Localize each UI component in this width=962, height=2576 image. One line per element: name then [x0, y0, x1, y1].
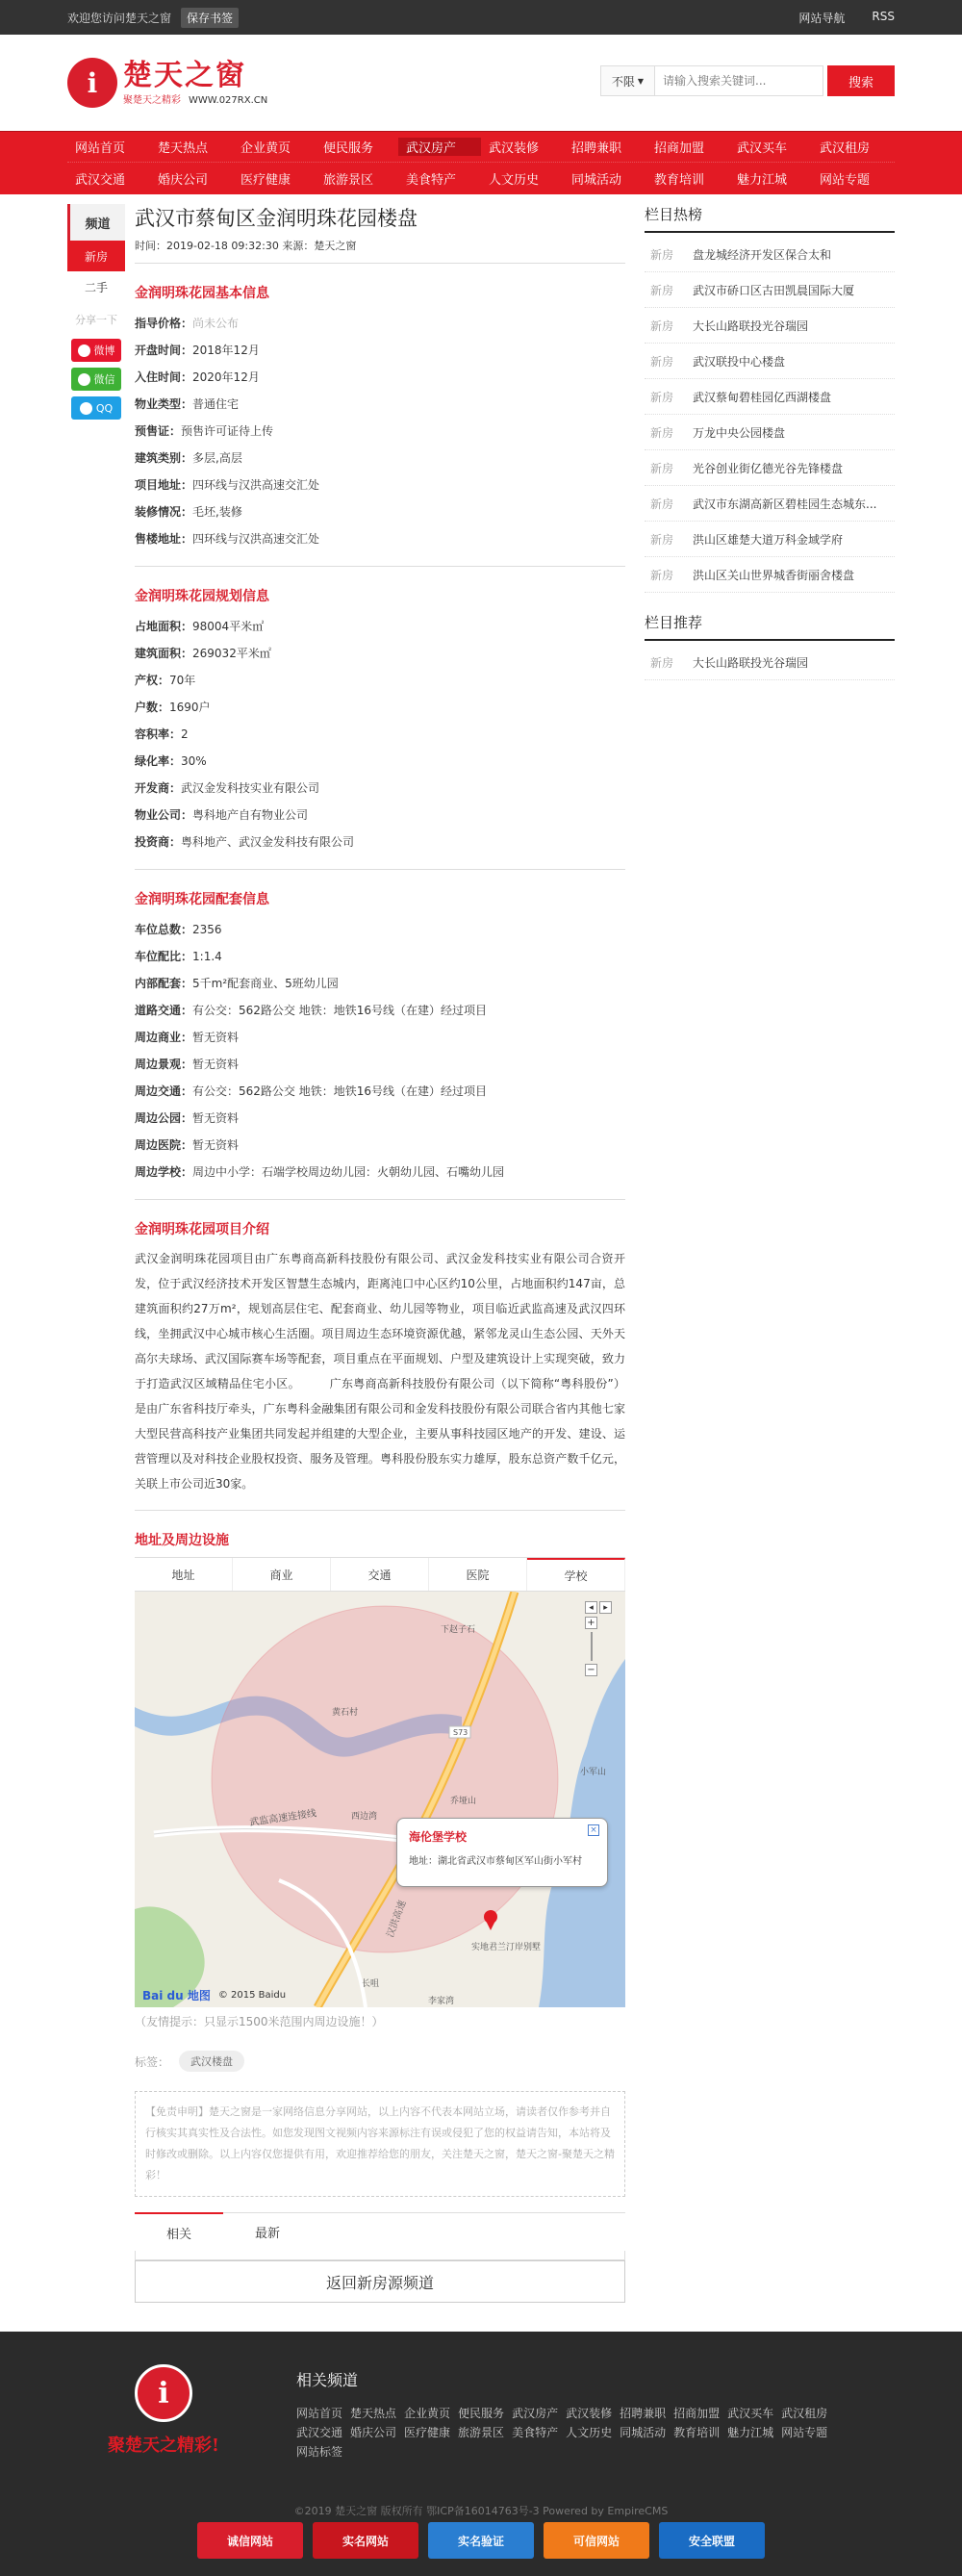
info-key: 物业类型： — [135, 397, 193, 411]
share-title: 分享一下 — [75, 314, 117, 326]
nav-item[interactable]: 旅游景区 — [323, 172, 374, 188]
list-item-title: 大长山路联投光谷瑞园 — [693, 655, 809, 670]
list-item-category: 新房 — [650, 354, 674, 369]
info-row — [135, 1051, 625, 1078]
logo-name: 楚天之窗 — [123, 58, 246, 92]
channel-item-new-house[interactable]: 新房 — [67, 241, 125, 271]
trust-badge[interactable]: 实名网站 — [313, 2522, 418, 2559]
footer-link[interactable]: 武汉交通 — [296, 2426, 343, 2439]
disclaimer: 【免责申明】楚天之窗是一家网络信息分享网站，以上内容不代表本网站立场，请读者仅作参考并自行核实其真实性及合法性。如您发现图文视频内容来源标注有误或侵犯了您的权益请告知，本站将及时修改或删除。以上内容仅您提供有用，欢迎推荐给您的朋友，关注楚天之窗，楚天之窗-聚楚天之精彩！ — [135, 2091, 625, 2197]
info-value: 四环线与汉洪高速交汇处 — [192, 532, 320, 546]
section-title: 金润明珠花园项目介绍 — [135, 1222, 269, 1237]
list-item-category: 新房 — [650, 461, 674, 475]
info-value: 有公交：562路公交 地铁：地铁16号线（在建）经过项目 — [192, 1084, 488, 1098]
share-weibo-button[interactable]: 微博 — [71, 339, 121, 362]
info-value: 暂无资料 — [192, 1058, 240, 1071]
info-value: 有公交：562路公交 地铁：地铁16号线（在建）经过项目 — [192, 1004, 488, 1017]
wechat-icon — [78, 373, 90, 386]
footer-link[interactable]: 楚天热点 — [350, 2407, 397, 2420]
channel-item-second-hand[interactable]: 二手 — [84, 280, 108, 294]
list-item-title: 光谷创业街亿德光谷先锋楼盘 — [693, 461, 844, 475]
info-key: 项目地址： — [135, 478, 193, 492]
info-key: 周边商业： — [135, 1031, 193, 1044]
list-item[interactable] — [645, 645, 895, 680]
info-value: 武汉金发科技实业有限公司 — [181, 781, 320, 795]
footer-link[interactable]: 武汉租房 — [781, 2407, 828, 2420]
info-key: 周边公园： — [135, 1111, 193, 1125]
info-row — [135, 418, 625, 445]
list-item[interactable] — [645, 557, 895, 593]
nav-item[interactable]: 企业黄页 — [240, 141, 291, 156]
nav-item[interactable]: 美食特产 — [406, 172, 457, 188]
nav-item[interactable]: 招聘兼职 — [571, 141, 622, 156]
nav-item[interactable]: 武汉买车 — [737, 141, 788, 156]
intro-section — [135, 1219, 625, 1511]
footer-link[interactable]: 同城活动 — [620, 2426, 667, 2439]
footer-link[interactable]: 美食特产 — [512, 2426, 559, 2439]
list-item-title: 武汉蔡甸碧桂园亿西湖楼盘 — [693, 390, 832, 404]
back-to-channel-button[interactable]: 返回新房源频道 — [135, 2260, 625, 2303]
map-label: 乔垭山 — [450, 1797, 477, 1806]
map-label: 西边湾 — [351, 1812, 378, 1822]
tab-related[interactable]: 相关 — [135, 2212, 223, 2251]
info-value: 尚未公布 — [192, 317, 240, 330]
info-key: 入住时间： — [135, 370, 193, 384]
list-item[interactable] — [645, 522, 895, 557]
list-item-category: 新房 — [650, 568, 674, 582]
info-value: 269032平米㎡ — [192, 647, 271, 660]
info-row — [135, 640, 625, 667]
footer-link[interactable]: 招聘兼职 — [620, 2407, 667, 2420]
info-key: 车位配比： — [135, 950, 193, 963]
footer-channels-title: 相关频道 — [296, 2371, 359, 2389]
list-item-title: 武汉市东湖高新区碧桂园生态城东... — [693, 497, 877, 511]
footer-link[interactable]: 人文历史 — [566, 2426, 613, 2439]
info-key: 周边医院： — [135, 1138, 193, 1152]
info-value: 98004平米㎡ — [192, 620, 265, 633]
qq-icon — [80, 402, 92, 415]
trust-badge[interactable]: 可信网站 — [544, 2522, 649, 2559]
info-row — [135, 391, 625, 418]
nav-item[interactable]: 婚庆公司 — [158, 172, 209, 188]
list-item[interactable] — [645, 344, 895, 379]
nav-item[interactable]: 武汉装修 — [489, 141, 540, 156]
logo-domain: WWW.027RX.CN — [189, 94, 268, 106]
footer-link[interactable]: 武汉买车 — [727, 2407, 774, 2420]
map-note: （友情提示：只显示1500米范围内周边设施！） — [135, 2015, 384, 2028]
map-label: 长咀 — [362, 1979, 380, 1989]
footer-link[interactable]: 武汉房产 — [512, 2407, 559, 2420]
weibo-icon — [78, 344, 90, 357]
map-label: 汉洪高速 — [385, 1899, 409, 1940]
info-key: 内部配套： — [135, 977, 193, 990]
map-tab[interactable]: 地址 — [135, 1558, 233, 1591]
footer — [0, 2332, 962, 2576]
zoom-slider[interactable] — [591, 1632, 593, 1661]
info-key: 装修情况： — [135, 505, 193, 519]
info-row — [135, 802, 625, 829]
info-value: 四环线与汉洪高速交汇处 — [192, 478, 320, 492]
intro-text: 武汉金润明珠花园项目由广东粤商高新科技股份有限公司、武汉金发科技实业有限公司合资开发，位于武汉经济技术开发区智慧生态城内，距离沌口中心区约10公里，占地面积约147亩，总建筑面积约27万m²，规划高层住宅、配套商业、幼儿园等物业，项目临近武监高速及武汉四环线，坐拥武汉中心城市核心生活圈。项目周边生态环境资源优越，紧邻龙灵山生态公园、天外天高尔夫球场、武汉国际赛车场等配套，项目重点在平面规划、户型及建筑设计上实现突破，致力于打造武汉区域精品住宅小区。 广东粤商高新科技股份有限公司（以下简称“粤科股份”）是由广东省科技厅牵头，广东粤科金融集团有限公司和金发科技股份有限公司联合省内其他七家大型民营高科技产业集团共同发起并组建的大型企业，主要从事科技园区地产的开发、建设、运营管理以及对科技企业股权投资、服务及管理。粤科股份股东实力雄厚，股东总资产数千亿元，关联上市公司近30家。 — [135, 1252, 625, 1491]
info-value: 暂无资料 — [192, 1031, 240, 1044]
info-row — [135, 694, 625, 721]
trust-badge[interactable]: 诚信网站 — [197, 2522, 303, 2559]
map-copyright: © 2015 Baidu — [217, 1990, 287, 2001]
map-label: 下赵子石 — [441, 1625, 476, 1635]
info-row — [135, 613, 625, 640]
info-key: 车位总数： — [135, 923, 193, 936]
info-key: 建筑类别： — [135, 451, 193, 465]
popup-address: 地址：湖北省武汉市蔡甸区军山街小军村 — [409, 1856, 582, 1867]
info-row — [135, 364, 625, 391]
info-value: 多层,高层 — [192, 451, 242, 465]
footer-links — [296, 2404, 873, 2461]
list-item[interactable] — [645, 450, 895, 486]
map-label: 小军山 — [580, 1768, 607, 1777]
logo-mark: i — [67, 58, 117, 108]
footer-link[interactable]: 婚庆公司 — [350, 2426, 397, 2439]
footer-link[interactable]: 医疗健康 — [404, 2426, 451, 2439]
info-value: 粤科地产、武汉金发科技有限公司 — [181, 835, 355, 849]
nav-item[interactable]: 人文历史 — [489, 172, 540, 188]
footer-link[interactable]: 网站专题 — [781, 2426, 828, 2439]
footer-link[interactable]: 招商加盟 — [673, 2407, 721, 2420]
trust-badge[interactable]: 实名验证 — [428, 2522, 534, 2559]
info-key: 产权： — [135, 674, 170, 687]
map-view[interactable] — [135, 1592, 625, 2007]
trust-badges — [67, 2522, 895, 2559]
list-item-category: 新房 — [650, 497, 674, 511]
right-sidebar — [645, 204, 895, 2303]
info-value: 1:1.4 — [192, 950, 222, 963]
channel-title: 频道 — [67, 204, 125, 241]
nav-item[interactable]: 医疗健康 — [240, 172, 291, 188]
info-row — [135, 1024, 625, 1051]
info-key: 容积率： — [135, 727, 182, 741]
list-item[interactable] — [645, 379, 895, 415]
nav-item[interactable]: 魅力江城 — [737, 172, 788, 188]
info-value: 30% — [181, 754, 207, 768]
hot-list-title: 栏目热榜 — [645, 204, 895, 233]
search-bar — [600, 65, 895, 96]
pan-left-icon[interactable]: ◂ — [585, 1601, 597, 1614]
info-value: 暂无资料 — [192, 1111, 240, 1125]
info-value: 暂无资料 — [192, 1138, 240, 1152]
info-value: 普通住宅 — [192, 397, 240, 411]
info-key: 指导价格： — [135, 317, 193, 330]
baidu-map-logo: Bai du 地图 — [142, 1989, 211, 2002]
info-value: 毛坯,装修 — [192, 505, 242, 519]
tag-link[interactable]: 武汉楼盘 — [179, 2051, 244, 2072]
nav-item[interactable]: 武汉交通 — [75, 172, 126, 188]
article-title: 武汉市蔡甸区金润明珠花园楼盘 — [135, 207, 418, 230]
search-scope-select[interactable]: 不限 ▼ — [600, 65, 654, 96]
info-row — [135, 525, 625, 552]
info-key: 周边学校： — [135, 1165, 193, 1179]
article — [135, 204, 625, 2303]
info-key: 占地面积： — [135, 620, 193, 633]
bookmark-button[interactable]: 保存书签 — [181, 8, 239, 28]
trust-badge[interactable]: 安全联盟 — [659, 2522, 765, 2559]
info-key: 周边交通： — [135, 1084, 193, 1098]
info-row — [135, 1132, 625, 1159]
footer-link[interactable]: 便民服务 — [458, 2407, 505, 2420]
zoom-in-icon[interactable]: + — [585, 1617, 597, 1629]
info-value: 2020年12月 — [192, 370, 260, 384]
list-item-category: 新房 — [650, 283, 674, 297]
map-tab[interactable]: 商业 — [233, 1558, 331, 1591]
tab-latest[interactable]: 最新 — [254, 2227, 280, 2241]
info-value: 2356 — [192, 923, 222, 936]
info-row — [135, 1078, 625, 1105]
welcome-text: 欢迎您访问楚天之窗 — [67, 11, 172, 25]
list-item-title: 洪山区雄楚大道万科金域学府 — [693, 532, 844, 547]
info-row — [135, 667, 625, 694]
info-row — [135, 775, 625, 802]
related-list — [135, 2251, 625, 2260]
copyright: ©2019 楚天之窗 版权所有 鄂ICP备16014763号-3 Powered by EmpireCMS — [293, 2505, 669, 2517]
header — [67, 35, 895, 131]
main-nav — [0, 131, 962, 194]
info-row — [135, 445, 625, 472]
footer-link[interactable]: 魅力江城 — [727, 2426, 774, 2439]
search-button[interactable]: 搜索 — [827, 65, 895, 96]
chevron-down-icon: ▼ — [637, 76, 645, 86]
tags — [135, 2051, 625, 2072]
footer-logo-mark: i — [135, 2364, 192, 2422]
list-item-category: 新房 — [650, 425, 674, 440]
list-item[interactable] — [645, 415, 895, 450]
map-label: S73 — [453, 1728, 468, 1737]
info-value: 70年 — [169, 674, 196, 687]
list-item-title: 洪山区关山世界城香街丽舍楼盘 — [693, 568, 855, 582]
info-row — [135, 997, 625, 1024]
list-item-title: 武汉联投中心楼盘 — [693, 354, 786, 369]
tags-label: 标签： — [135, 2054, 170, 2069]
nav-item[interactable]: 便民服务 — [323, 141, 374, 156]
info-row — [135, 472, 625, 498]
info-key: 投资商： — [135, 835, 182, 849]
info-row — [135, 721, 625, 748]
list-item-title: 盘龙城经济开发区保合太和 — [693, 247, 832, 262]
info-key: 周边景观： — [135, 1058, 193, 1071]
logo-slogan: 聚楚天之精彩 — [123, 94, 181, 106]
footer-slogan: 聚楚天之精彩! — [108, 2436, 219, 2456]
list-item-category: 新房 — [650, 319, 674, 333]
footer-link[interactable]: 旅游景区 — [458, 2426, 505, 2439]
list-item-category: 新房 — [650, 247, 674, 262]
list-item[interactable] — [645, 237, 895, 272]
list-item-category: 新房 — [650, 390, 674, 404]
share-qq-button[interactable]: QQ — [71, 396, 121, 420]
info-value: 1690户 — [169, 701, 211, 714]
map-section — [135, 1530, 625, 2029]
footer-link[interactable]: 教育培训 — [673, 2426, 721, 2439]
footer-link[interactable]: 武汉装修 — [566, 2407, 613, 2420]
related-tabs — [135, 2212, 625, 2251]
info-row — [135, 748, 625, 775]
info-key: 道路交通： — [135, 1004, 193, 1017]
site-nav-link[interactable]: 网站导航 — [798, 11, 846, 25]
info-row — [135, 1159, 625, 1186]
list-item-title: 武汉市硚口区古田凯晨国际大厦 — [693, 283, 855, 297]
info-row — [135, 498, 625, 525]
nav-item[interactable]: 网站专题 — [820, 172, 871, 188]
list-item[interactable] — [645, 308, 895, 344]
info-row — [135, 829, 625, 855]
nav-item[interactable]: 招商加盟 — [654, 141, 705, 156]
map-tabs — [135, 1557, 625, 1592]
nav-item[interactable]: 同城活动 — [571, 172, 622, 188]
nav-item[interactable]: 武汉租房 — [820, 141, 871, 156]
info-key: 开盘时间： — [135, 344, 193, 357]
info-key: 预售证： — [135, 424, 182, 438]
map-label: 黄石村 — [332, 1708, 359, 1718]
map-canvas — [135, 1592, 625, 2007]
list-item-category: 新房 — [650, 532, 674, 547]
info-row — [135, 943, 625, 970]
info-key: 绿化率： — [135, 754, 182, 768]
map-label: 李家湾 — [428, 1997, 455, 2006]
section-title: 金润明珠花园配套信息 — [135, 892, 269, 907]
footer-link[interactable]: 企业黄页 — [404, 2407, 451, 2420]
zoom-control — [585, 1601, 612, 1676]
info-value: 周边中小学：石端学校周边幼儿园：火朝幼儿园、石嘴幼儿园 — [192, 1165, 505, 1179]
plan-info-section — [135, 586, 625, 870]
pan-right-icon[interactable]: ▸ — [599, 1601, 612, 1614]
list-item-category: 新房 — [650, 655, 674, 670]
channel-sidebar — [67, 204, 125, 2303]
top-bar — [0, 0, 962, 35]
list-item-title: 大长山路联投光谷瑞园 — [693, 319, 809, 333]
search-input[interactable] — [654, 65, 823, 96]
info-key: 建筑面积： — [135, 647, 193, 660]
section-title: 金润明珠花园基本信息 — [135, 286, 269, 301]
info-row — [135, 916, 625, 943]
zoom-out-icon[interactable]: − — [585, 1664, 597, 1676]
map-label: 武监高速连接线 — [248, 1808, 317, 1828]
map-label: 实地君兰汀岸别墅 — [471, 1943, 542, 1952]
map-tab[interactable]: 学校 — [527, 1558, 625, 1591]
list-item-title: 万龙中央公园楼盘 — [693, 425, 786, 440]
rss-link[interactable]: RSS — [872, 9, 895, 23]
map-tab[interactable]: 交通 — [331, 1558, 429, 1591]
close-icon[interactable]: × — [588, 1824, 599, 1836]
section-title: 地址及周边设施 — [135, 1533, 229, 1548]
info-value: 粤科地产自有物业公司 — [192, 808, 309, 822]
footer-link[interactable]: 网站首页 — [296, 2407, 343, 2420]
footer-link[interactable]: 网站标签 — [296, 2445, 343, 2459]
popup-title: 海伦堡学校 — [409, 1830, 468, 1844]
info-key: 户数： — [135, 701, 170, 714]
info-value: 5千m²配套商业、5班幼儿园 — [192, 977, 339, 990]
recommend-list-title: 栏目推荐 — [645, 612, 895, 641]
nav-item[interactable]: 教育培训 — [654, 172, 705, 188]
facility-info-section — [135, 889, 625, 1200]
info-row — [135, 337, 625, 364]
info-value: 2018年12月 — [192, 344, 260, 357]
section-title: 金润明珠花园规划信息 — [135, 589, 269, 604]
list-item[interactable] — [645, 272, 895, 308]
info-value: 预售许可证待上传 — [181, 424, 274, 438]
info-row — [135, 970, 625, 997]
share-wechat-button[interactable]: 微信 — [71, 368, 121, 391]
article-meta: 时间：2019-02-18 09:32:30 来源：楚天之窗 — [135, 238, 625, 264]
nav-item[interactable]: 武汉房产 — [398, 138, 481, 156]
nav-item[interactable]: 网站首页 — [75, 141, 126, 156]
info-row — [135, 310, 625, 337]
map-tab[interactable]: 医院 — [429, 1558, 527, 1591]
info-key: 物业公司： — [135, 808, 193, 822]
info-row — [135, 1105, 625, 1132]
location-popup[interactable] — [396, 1818, 608, 1887]
basic-info-section — [135, 283, 625, 567]
site-logo[interactable] — [67, 58, 267, 108]
nav-item[interactable]: 楚天热点 — [158, 141, 209, 156]
list-item[interactable] — [645, 486, 895, 522]
info-key: 售楼地址： — [135, 532, 193, 546]
footer-logo — [96, 2364, 231, 2457]
info-value: 2 — [181, 727, 189, 741]
info-key: 开发商： — [135, 781, 182, 795]
